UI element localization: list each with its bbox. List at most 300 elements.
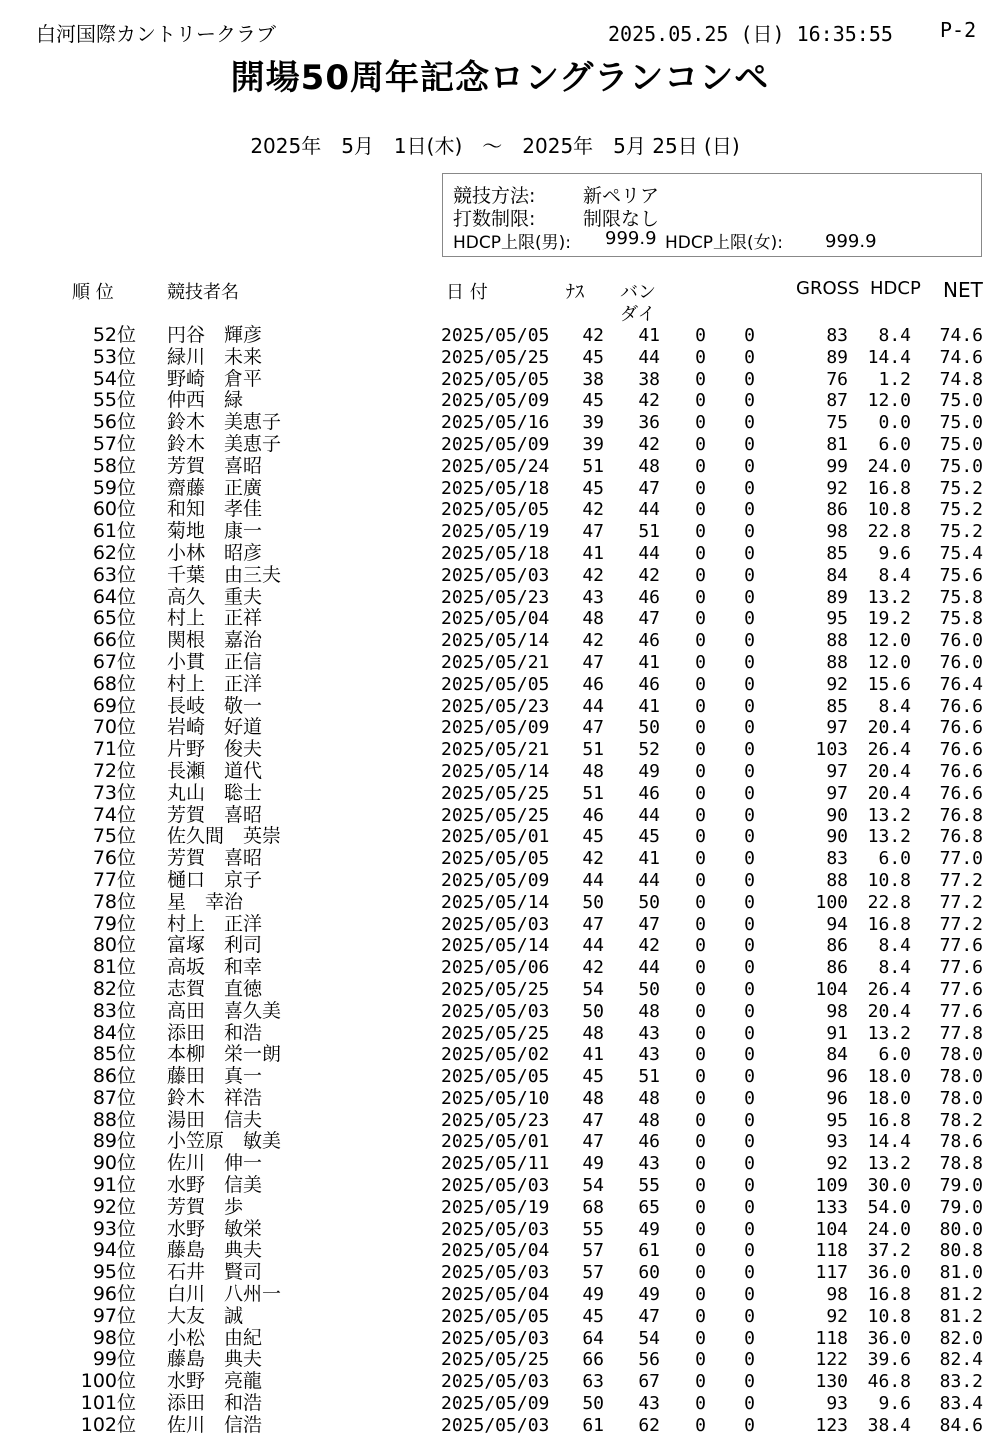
cell-date: 2025/05/11: [441, 1153, 550, 1175]
cell-gross: 83: [826, 325, 848, 346]
cell-in: 48: [638, 1109, 660, 1131]
cell-out: 50: [582, 1000, 604, 1022]
col-header-name: 競技者名: [167, 282, 239, 303]
cell-name: 大友 誠: [167, 1304, 244, 1327]
cell-rank: 66位: [92, 629, 136, 652]
cell-in: 47: [638, 913, 660, 935]
cell-out: 49: [582, 1153, 604, 1175]
cell-date: 2025/05/09: [441, 1393, 550, 1415]
cell-out: 39: [582, 433, 604, 455]
cell-out: 61: [582, 1414, 604, 1436]
cell-z2: 0: [744, 1349, 755, 1371]
cell-out: 46: [582, 673, 604, 695]
cell-z2: 0: [744, 433, 755, 455]
cell-hdcp: 19.2: [867, 608, 911, 630]
cell-in: 47: [638, 477, 660, 499]
cell-date: 2025/05/09: [441, 869, 550, 891]
cell-in: 50: [638, 891, 660, 913]
cell-name: 佐川 伸一: [167, 1152, 263, 1175]
cell-hdcp: 8.4: [878, 564, 911, 586]
cell-net: 77.6: [939, 1000, 983, 1022]
cell-name: 丸山 聡士: [167, 781, 263, 804]
cell-name: 鈴木 美恵子: [167, 432, 282, 455]
cell-hdcp: 6.0: [878, 848, 911, 870]
cell-out: 66: [582, 1349, 604, 1371]
cell-z2: 0: [744, 1218, 755, 1240]
cell-in: 47: [638, 1305, 660, 1327]
cell-in: 46: [638, 782, 660, 804]
cell-gross: 98: [826, 521, 848, 543]
cell-name: 齋藤 正廣: [167, 476, 263, 499]
cell-rank: 86位: [92, 1065, 136, 1088]
cell-z2: 0: [744, 673, 755, 695]
cell-date: 2025/05/25: [441, 978, 550, 1000]
cell-name: 小松 由紀: [167, 1326, 263, 1349]
cell-rank: 58位: [92, 454, 136, 477]
cell-out: 49: [582, 1284, 604, 1306]
cell-net: 80.8: [939, 1240, 983, 1262]
cell-z1: 0: [695, 935, 706, 957]
cell-out: 43: [582, 586, 604, 608]
cell-z2: 0: [744, 1131, 755, 1153]
table-row: [0, 1219, 1000, 1241]
table-row: [0, 1240, 1000, 1262]
cell-name: 鈴木 美恵子: [167, 411, 282, 434]
cell-out: 45: [582, 390, 604, 412]
cell-date: 2025/05/18: [441, 542, 550, 564]
cell-out: 42: [582, 564, 604, 586]
cell-name: 藤島 典夫: [167, 1348, 263, 1371]
cell-date: 2025/05/03: [441, 1371, 550, 1393]
cell-out: 48: [582, 608, 604, 630]
cell-rank: 69位: [92, 694, 136, 717]
cell-gross: 93: [826, 1393, 848, 1415]
cell-name: 芳賀 喜昭: [167, 454, 263, 477]
table-row: [0, 608, 1000, 630]
cell-rank: 65位: [92, 607, 136, 630]
cell-gross: 97: [826, 782, 848, 804]
cell-name: 長岐 敬一: [167, 694, 263, 717]
cell-z2: 0: [744, 739, 755, 761]
cell-out: 42: [582, 630, 604, 652]
cell-out: 48: [582, 1022, 604, 1044]
cell-date: 2025/05/23: [441, 586, 550, 608]
cell-z2: 0: [744, 1262, 755, 1284]
cell-hdcp: 14.4: [867, 346, 911, 368]
cell-hdcp: 12.0: [867, 390, 911, 412]
cell-z2: 0: [744, 1087, 755, 1109]
cell-z1: 0: [695, 891, 706, 913]
cell-rank: 55位: [92, 389, 136, 412]
cell-in: 46: [638, 1131, 660, 1153]
cell-hdcp: 8.4: [878, 957, 911, 979]
cell-z2: 0: [744, 1175, 755, 1197]
cell-date: 2025/05/03: [441, 1175, 550, 1197]
cell-date: 2025/05/14: [441, 760, 550, 782]
cell-z1: 0: [695, 433, 706, 455]
cell-z2: 0: [744, 455, 755, 477]
cell-date: 2025/05/05: [441, 325, 550, 346]
cell-z1: 0: [695, 957, 706, 979]
cell-gross: 85: [826, 695, 848, 717]
cell-hdcp: 13.2: [867, 586, 911, 608]
cell-hdcp: 20.4: [867, 717, 911, 739]
cell-out: 47: [582, 521, 604, 543]
cell-out: 48: [582, 1087, 604, 1109]
cell-date: 2025/05/06: [441, 957, 550, 979]
cell-rank: 60位: [92, 498, 136, 521]
cell-date: 2025/05/03: [441, 913, 550, 935]
cell-out: 41: [582, 1044, 604, 1066]
cell-hdcp: 36.0: [867, 1327, 911, 1349]
cell-z1: 0: [695, 760, 706, 782]
cell-out: 51: [582, 739, 604, 761]
cell-name: 高久 重夫: [167, 585, 263, 608]
cell-gross: 98: [826, 1284, 848, 1306]
cell-gross: 88: [826, 630, 848, 652]
cell-out: 42: [582, 325, 604, 346]
cell-date: 2025/05/05: [441, 368, 550, 390]
table-row: [0, 1197, 1000, 1219]
cell-z2: 0: [744, 978, 755, 1000]
cell-in: 49: [638, 1218, 660, 1240]
cell-z1: 0: [695, 630, 706, 652]
cell-gross: 95: [826, 608, 848, 630]
cell-date: 2025/05/03: [441, 1218, 550, 1240]
cell-gross: 92: [826, 1153, 848, 1175]
cell-gross: 75: [826, 412, 848, 434]
cell-date: 2025/05/21: [441, 651, 550, 673]
cell-gross: 93: [826, 1131, 848, 1153]
cell-rank: 71位: [92, 738, 136, 761]
cell-gross: 88: [826, 869, 848, 891]
cell-date: 2025/05/14: [441, 891, 550, 913]
cell-rank: 56位: [92, 411, 136, 434]
cell-z1: 0: [695, 325, 706, 346]
cell-in: 44: [638, 346, 660, 368]
cell-gross: 122: [815, 1349, 848, 1371]
cell-z1: 0: [695, 739, 706, 761]
cell-net: 77.8: [939, 1022, 983, 1044]
cell-hdcp: 10.8: [867, 1305, 911, 1327]
col-header-rank: 順 位: [72, 282, 114, 303]
cell-rank: 62位: [92, 541, 136, 564]
cell-net: 77.2: [939, 869, 983, 891]
cell-z1: 0: [695, 1000, 706, 1022]
cell-hdcp: 24.0: [867, 455, 911, 477]
cell-net: 76.8: [939, 826, 983, 848]
cell-name: 樋口 京子: [167, 868, 263, 891]
cell-z2: 0: [744, 1327, 755, 1349]
cell-gross: 94: [826, 913, 848, 935]
cell-gross: 92: [826, 477, 848, 499]
cell-rank: 59位: [92, 476, 136, 499]
cell-z1: 0: [695, 695, 706, 717]
cell-in: 50: [638, 717, 660, 739]
cell-hdcp: 6.0: [878, 1044, 911, 1066]
cell-name: 佐川 信浩: [167, 1413, 263, 1436]
cell-date: 2025/05/03: [441, 1000, 550, 1022]
cell-out: 54: [582, 978, 604, 1000]
cell-hdcp: 8.4: [878, 695, 911, 717]
cell-net: 76.6: [939, 760, 983, 782]
cell-hdcp: 13.2: [867, 804, 911, 826]
cell-z2: 0: [744, 869, 755, 891]
cell-z2: 0: [744, 957, 755, 979]
table-row: [0, 1110, 1000, 1132]
cell-z1: 0: [695, 913, 706, 935]
col-header-hdcp: HDCP: [870, 278, 921, 299]
cell-net: 76.6: [939, 717, 983, 739]
cell-in: 50: [638, 978, 660, 1000]
cell-gross: 99: [826, 455, 848, 477]
cell-out: 47: [582, 913, 604, 935]
col-header-in-2: ダイ: [620, 304, 656, 325]
cell-net: 78.0: [939, 1066, 983, 1088]
cell-hdcp: 22.8: [867, 891, 911, 913]
cell-rank: 78位: [92, 890, 136, 913]
cell-rank: 57位: [92, 432, 136, 455]
cell-z2: 0: [744, 935, 755, 957]
cell-z2: 0: [744, 1109, 755, 1131]
cell-name: 緑川 未来: [167, 345, 263, 368]
table-row: [0, 826, 1000, 848]
cell-name: 水野 亮龍: [167, 1370, 263, 1393]
cell-z2: 0: [744, 390, 755, 412]
cell-hdcp: 46.8: [867, 1371, 911, 1393]
cell-net: 78.6: [939, 1131, 983, 1153]
cell-out: 57: [582, 1262, 604, 1284]
cell-hdcp: 26.4: [867, 739, 911, 761]
cell-hdcp: 39.6: [867, 1349, 911, 1371]
table-row: [0, 565, 1000, 587]
cell-date: 2025/05/05: [441, 673, 550, 695]
cell-in: 48: [638, 1000, 660, 1022]
cell-z1: 0: [695, 826, 706, 848]
cell-hdcp: 20.4: [867, 1000, 911, 1022]
cell-z2: 0: [744, 1153, 755, 1175]
cell-in: 36: [638, 412, 660, 434]
cell-gross: 90: [826, 804, 848, 826]
cell-rank: 79位: [92, 912, 136, 935]
cell-net: 75.8: [939, 608, 983, 630]
cell-rank: 95位: [92, 1261, 136, 1284]
cell-z2: 0: [744, 608, 755, 630]
table-row: [0, 456, 1000, 478]
cell-rank: 101位: [80, 1392, 136, 1415]
cell-net: 76.4: [939, 673, 983, 695]
cell-z2: 0: [744, 412, 755, 434]
cell-in: 46: [638, 586, 660, 608]
cell-name: 長瀬 道代: [167, 759, 263, 782]
cell-date: 2025/05/04: [441, 608, 550, 630]
cell-name: 円谷 輝彦: [167, 324, 263, 346]
cell-name: 高坂 和幸: [167, 956, 263, 979]
cell-date: 2025/05/02: [441, 1044, 550, 1066]
results-table: [0, 325, 1000, 1437]
cell-gross: 130: [815, 1371, 848, 1393]
cell-hdcp: 16.8: [867, 477, 911, 499]
cell-net: 76.8: [939, 804, 983, 826]
cell-name: 小貫 正信: [167, 650, 263, 673]
cell-gross: 88: [826, 651, 848, 673]
cell-name: 添田 和浩: [167, 1021, 263, 1044]
cell-net: 84.6: [939, 1414, 983, 1436]
cell-name: 白川 八州一: [167, 1283, 282, 1306]
cell-net: 76.0: [939, 651, 983, 673]
cell-z1: 0: [695, 1414, 706, 1436]
competition-period: 2025年 5月 1日(木) ～ 2025年 5月 25日 (日): [250, 134, 740, 158]
cell-date: 2025/05/05: [441, 499, 550, 521]
table-row: [0, 499, 1000, 521]
cell-net: 76.6: [939, 739, 983, 761]
cell-name: 芳賀 喜昭: [167, 803, 263, 826]
cell-date: 2025/05/25: [441, 1022, 550, 1044]
cell-in: 47: [638, 608, 660, 630]
cell-in: 38: [638, 368, 660, 390]
cell-in: 41: [638, 848, 660, 870]
cell-hdcp: 13.2: [867, 1153, 911, 1175]
cell-z1: 0: [695, 978, 706, 1000]
cell-gross: 104: [815, 1218, 848, 1240]
cell-gross: 103: [815, 739, 848, 761]
cell-name: 石井 賢司: [167, 1261, 263, 1284]
cell-net: 78.0: [939, 1087, 983, 1109]
cell-date: 2025/05/04: [441, 1240, 550, 1262]
cell-name: 村上 正祥: [167, 607, 263, 630]
cell-z2: 0: [744, 760, 755, 782]
cell-net: 76.6: [939, 695, 983, 717]
cell-z2: 0: [744, 1066, 755, 1088]
cell-gross: 100: [815, 891, 848, 913]
cell-in: 44: [638, 804, 660, 826]
cell-in: 44: [638, 542, 660, 564]
cell-name: 芳賀 喜昭: [167, 847, 263, 870]
cell-net: 74.8: [939, 368, 983, 390]
cell-z1: 0: [695, 1087, 706, 1109]
cell-z1: 0: [695, 1284, 706, 1306]
cell-net: 77.6: [939, 957, 983, 979]
cell-out: 50: [582, 891, 604, 913]
cell-in: 49: [638, 1284, 660, 1306]
cell-z2: 0: [744, 804, 755, 826]
cell-gross: 98: [826, 1000, 848, 1022]
cell-gross: 84: [826, 564, 848, 586]
cell-net: 78.8: [939, 1153, 983, 1175]
cell-out: 45: [582, 477, 604, 499]
cell-date: 2025/05/19: [441, 1196, 550, 1218]
table-row: [0, 696, 1000, 718]
table-row: [0, 1328, 1000, 1350]
hdcp-female-label: HDCP上限(女):: [665, 233, 783, 253]
cell-z1: 0: [695, 1371, 706, 1393]
cell-out: 45: [582, 826, 604, 848]
cell-in: 65: [638, 1196, 660, 1218]
cell-name: 岩崎 好道: [167, 716, 263, 739]
cell-z1: 0: [695, 848, 706, 870]
cell-net: 75.6: [939, 564, 983, 586]
cell-z2: 0: [744, 891, 755, 913]
cell-net: 75.2: [939, 499, 983, 521]
cell-gross: 89: [826, 586, 848, 608]
cell-net: 81.2: [939, 1284, 983, 1306]
cell-z1: 0: [695, 586, 706, 608]
cell-gross: 87: [826, 390, 848, 412]
cell-net: 74.6: [939, 325, 983, 346]
cell-hdcp: 6.0: [878, 433, 911, 455]
cell-in: 46: [638, 630, 660, 652]
cell-out: 63: [582, 1371, 604, 1393]
cell-rank: 67位: [92, 650, 136, 673]
cell-date: 2025/05/14: [441, 935, 550, 957]
cell-in: 42: [638, 433, 660, 455]
cell-gross: 86: [826, 499, 848, 521]
cell-date: 2025/05/01: [441, 1131, 550, 1153]
cell-date: 2025/05/23: [441, 1109, 550, 1131]
cell-in: 51: [638, 521, 660, 543]
cell-net: 79.0: [939, 1196, 983, 1218]
cell-in: 61: [638, 1240, 660, 1262]
cell-in: 46: [638, 673, 660, 695]
cell-rank: 76位: [92, 847, 136, 870]
cell-hdcp: 54.0: [867, 1196, 911, 1218]
cell-z2: 0: [744, 477, 755, 499]
cell-net: 77.6: [939, 935, 983, 957]
cell-date: 2025/05/19: [441, 521, 550, 543]
cell-in: 43: [638, 1022, 660, 1044]
cell-in: 44: [638, 499, 660, 521]
cell-gross: 92: [826, 1305, 848, 1327]
cell-z2: 0: [744, 1284, 755, 1306]
cell-out: 42: [582, 499, 604, 521]
cell-z2: 0: [744, 499, 755, 521]
cell-in: 67: [638, 1371, 660, 1393]
cell-rank: 89位: [92, 1130, 136, 1153]
cell-rank: 75位: [92, 825, 136, 848]
cell-z1: 0: [695, 1044, 706, 1066]
cell-rank: 102位: [80, 1413, 136, 1436]
cell-name: 菊地 康一: [167, 520, 263, 543]
cell-z1: 0: [695, 455, 706, 477]
cell-name: 添田 和浩: [167, 1392, 263, 1415]
cell-rank: 96位: [92, 1283, 136, 1306]
cell-out: 42: [582, 957, 604, 979]
table-row: [0, 870, 1000, 892]
cell-net: 75.2: [939, 521, 983, 543]
cell-rank: 72位: [92, 759, 136, 782]
table-row: [0, 1284, 1000, 1306]
cell-z1: 0: [695, 368, 706, 390]
cell-net: 77.2: [939, 891, 983, 913]
table-row: [0, 543, 1000, 565]
cell-out: 47: [582, 651, 604, 673]
cell-date: 2025/05/21: [441, 739, 550, 761]
cell-z1: 0: [695, 1305, 706, 1327]
cell-date: 2025/05/25: [441, 804, 550, 826]
cell-hdcp: 20.4: [867, 760, 911, 782]
cell-gross: 104: [815, 978, 848, 1000]
cell-date: 2025/05/18: [441, 477, 550, 499]
cell-z1: 0: [695, 1109, 706, 1131]
cell-out: 45: [582, 1066, 604, 1088]
method-value: 新ペリア: [583, 185, 660, 207]
cell-date: 2025/05/03: [441, 1414, 550, 1436]
cell-hdcp: 24.0: [867, 1218, 911, 1240]
cell-z2: 0: [744, 1196, 755, 1218]
cell-net: 81.0: [939, 1262, 983, 1284]
cell-net: 77.6: [939, 978, 983, 1000]
hdcp-female-value: 999.9: [825, 231, 877, 252]
